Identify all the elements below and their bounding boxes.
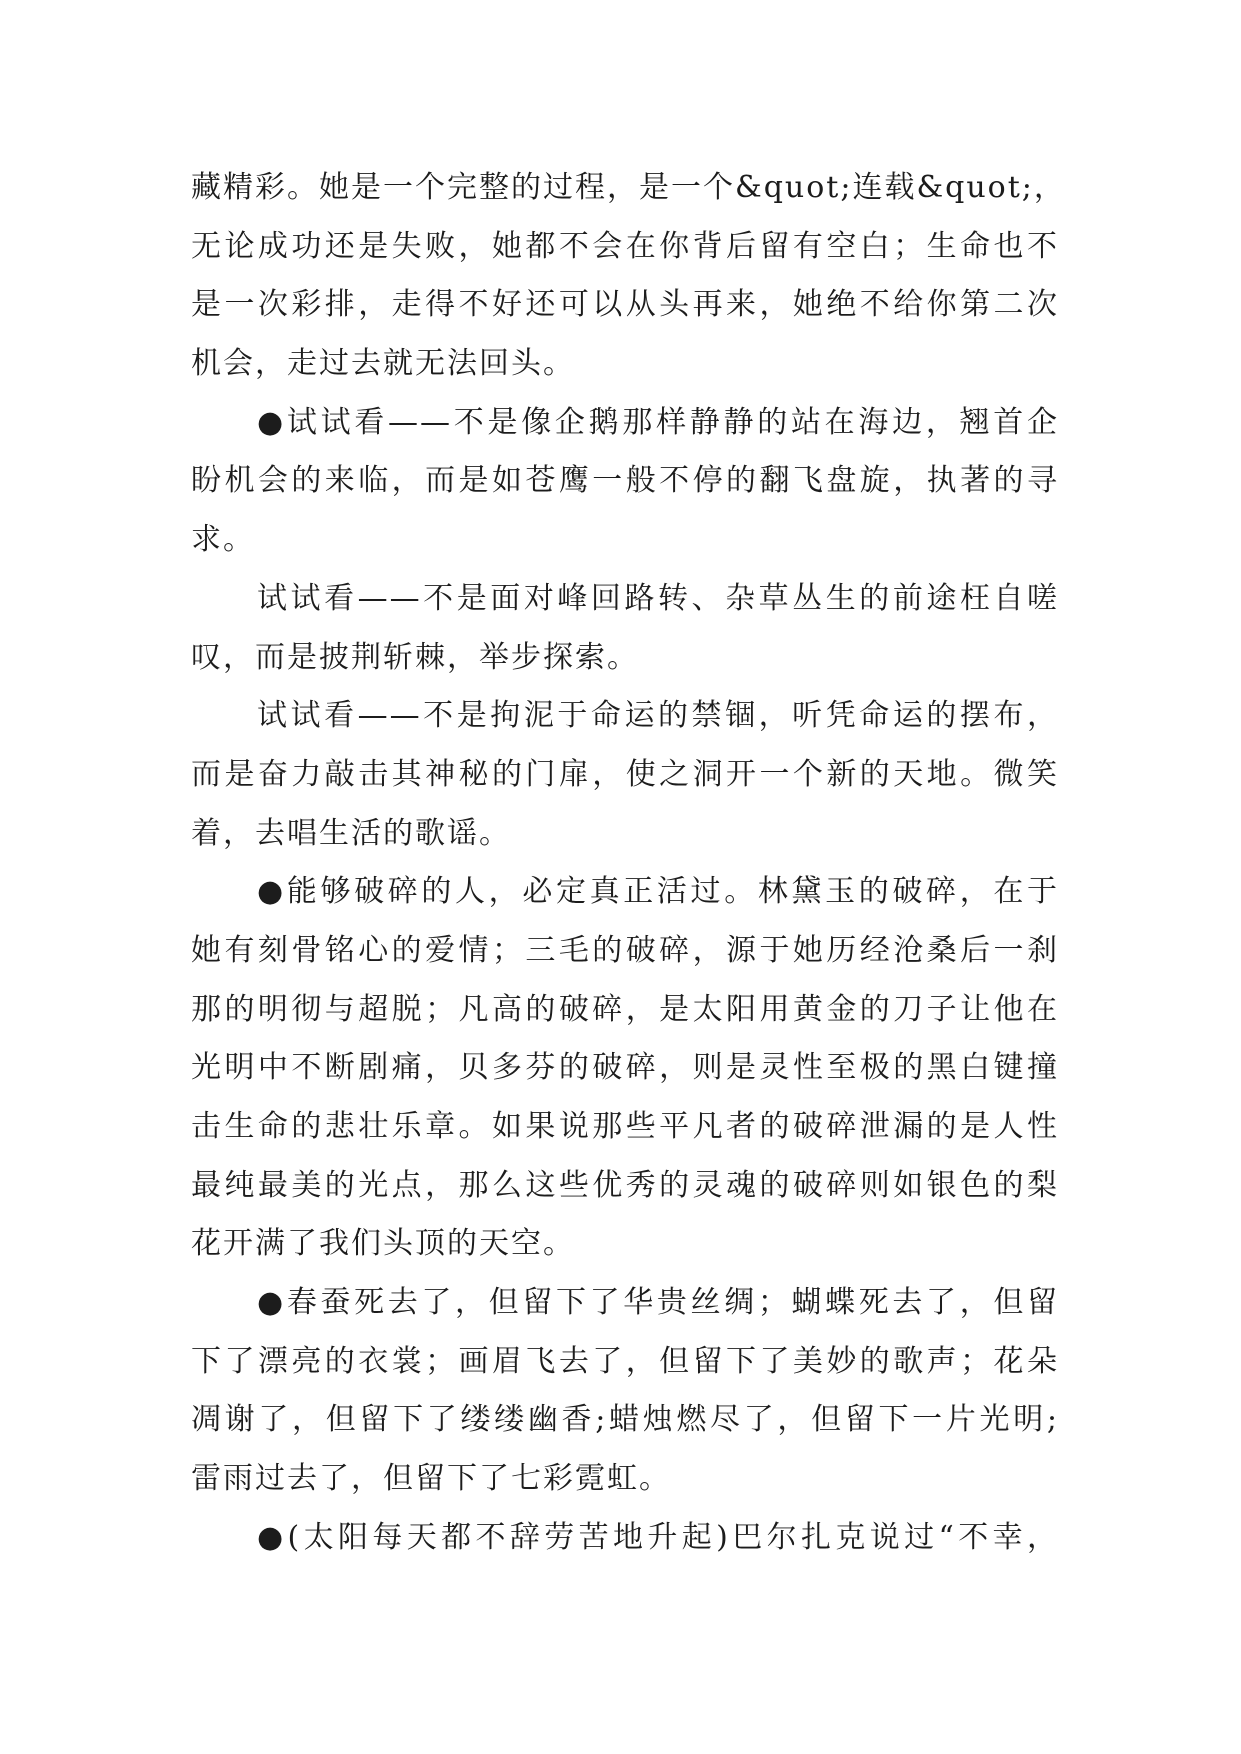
paragraph bbox=[191, 687, 1059, 863]
text-line: 求。 bbox=[191, 522, 255, 558]
text-line: 最纯最美的光点，那么这些优秀的灵魂的破碎则如银色的梨 bbox=[191, 1167, 1059, 1203]
paragraph bbox=[191, 159, 1066, 394]
text-line: 花开满了我们头顶的天空。 bbox=[191, 1226, 575, 1262]
text-line: 雷雨过去了，但留下了七彩霓虹。 bbox=[191, 1461, 671, 1497]
text-line: 盼机会的来临，而是如苍鹰一般不停的翻飞盘旋，执著的寻 bbox=[191, 463, 1059, 499]
text-line: 试试看——不是拘泥于命运的禁锢，听凭命运的摆布， bbox=[257, 698, 1059, 734]
paragraph bbox=[191, 863, 1059, 1274]
text-line: ●春蚕死去了，但留下了华贵丝绸；蝴蝶死去了，但留 bbox=[257, 1285, 1059, 1321]
text-line: 击生命的悲壮乐章。如果说那些平凡者的破碎泄漏的是人性 bbox=[191, 1109, 1059, 1144]
text-line: 着，去唱生活的歌谣。 bbox=[191, 815, 511, 851]
text-line: 是一次彩排，走得不好还可以从头再来，她绝不给你第二次 bbox=[191, 287, 1059, 323]
text-line: 光明中不断剧痛，贝多芬的破碎，则是灵性至极的黑白键撞 bbox=[191, 1050, 1059, 1086]
text-line: 机会，走过去就无法回头。 bbox=[191, 346, 575, 382]
text-line: 下了漂亮的衣裳；画眉飞去了，但留下了美妙的歌声；花朵 bbox=[191, 1343, 1059, 1379]
text-line: ●试试看——不是像企鹅那样静静的站在海边，翘首企 bbox=[257, 404, 1059, 440]
paragraph bbox=[191, 1274, 1059, 1509]
text-line: 而是奋力敲击其神秘的门扉，使之洞开一个新的天地。微笑 bbox=[191, 756, 1059, 792]
text-line: 试试看——不是面对峰回路转、杂草丛生的前途枉自嗟 bbox=[257, 580, 1059, 616]
text-line: 她有刻骨铭心的爱情；三毛的破碎，源于她历经沧桑后一刹 bbox=[191, 932, 1059, 968]
text-line: 那的明彻与超脱；凡高的破碎，是太阳用黄金的刀子让他在 bbox=[191, 991, 1059, 1027]
text-line: ●能够破碎的人，必定真正活过。林黛玉的破碎，在于 bbox=[257, 874, 1059, 910]
paragraph bbox=[191, 394, 1059, 570]
text-line: ●(太阳每天都不辞劳苦地升起)巴尔扎克说过“不幸， bbox=[257, 1519, 1059, 1555]
text-line: 叹，而是披荆斩棘，举步探索。 bbox=[191, 639, 639, 675]
paragraph bbox=[191, 1509, 1059, 1568]
text-line: 藏精彩。她是一个完整的过程，是一个&quot;连载&quot;， bbox=[191, 170, 1066, 205]
text-line: 凋谢了，但留下了缕缕幽香;蜡烛燃尽了，但留下一片光明; bbox=[191, 1402, 1059, 1438]
paragraph bbox=[191, 570, 1059, 687]
text-line: 无论成功还是失败，她都不会在你背后留有空白；生命也不 bbox=[191, 228, 1059, 264]
body-text bbox=[191, 159, 1066, 1568]
